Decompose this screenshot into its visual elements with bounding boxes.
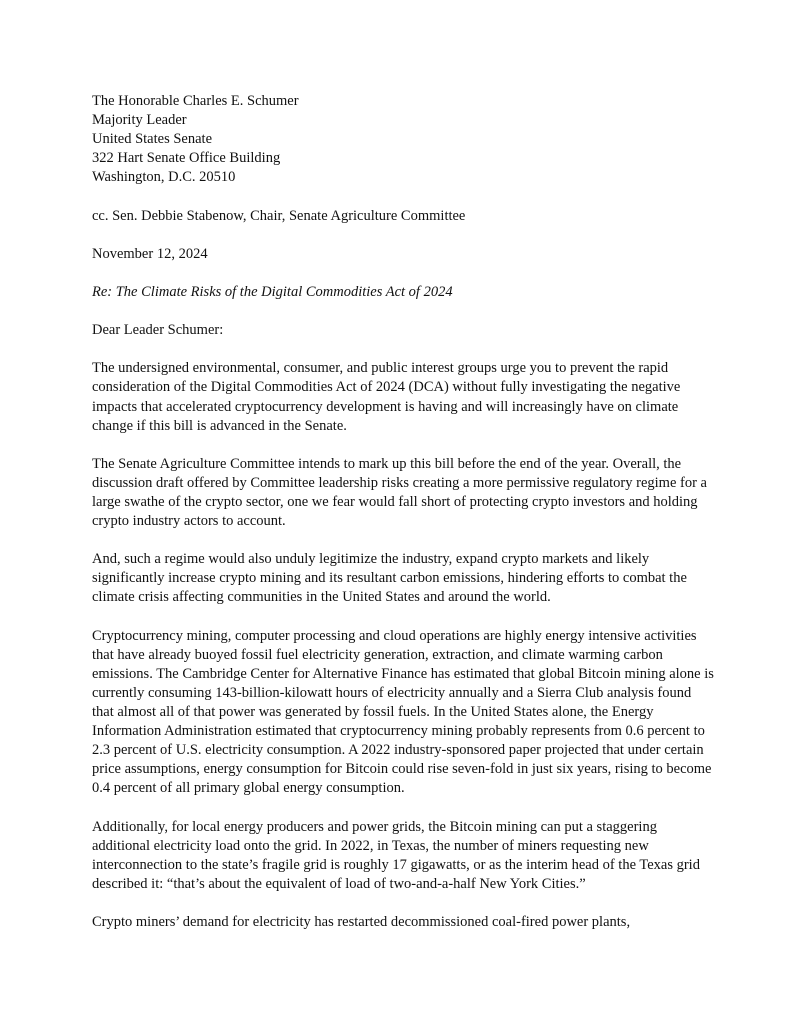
body-paragraph-regime: And, such a regime would also unduly legitimize the industry, expand crypto markets and likely significantly increase crypto mining and its resultant carbon emissions, hindering efforts to combat the climate crisis affecting communities in the United States and around the world. <box>92 551 687 606</box>
subject-line: Re: The Climate Risks of the Digital Commodities Act of 2024 <box>92 283 453 300</box>
recipient-name: The Honorable Charles E. Schumer <box>92 93 299 109</box>
body-paragraph-energy: Cryptocurrency mining, computer processing and cloud operations are highly energy intensive activities that have already buoyed fossil fuel electricity generation, extraction, and climate warming carbon emissions. The Cambridge Center for Alternative Finance has estimated that global Bitcoin mining alone is currently consuming 143-billion-kilowatt hours of electricity annually and a Sierra Club analysis found that almost all of that power was generated by fossil fuels. In the United States alone, the Energy Information Administration estimated that cryptocurrency mining probably represents from 0.6 percent to 2.3 percent of U.S. electricity consumption. A 2022 industry-sponsored paper projected that under certain price assumptions, energy consumption for Bitcoin could rise seven-fold in just six years, rising to become 0.4 percent of all primary global energy consumption. <box>92 627 714 797</box>
recipient-title: Majority Leader <box>92 112 187 129</box>
body-paragraph-coal: Crypto miners’ demand for electricity has restarted decommissioned coal-fired power plants, <box>92 914 631 931</box>
letter-date: November 12, 2024 <box>92 245 208 262</box>
recipient-city: Washington, D.C. 20510 <box>92 169 236 186</box>
recipient-street: 322 Hart Senate Office Building <box>92 150 281 167</box>
letter-body <box>92 92 714 951</box>
recipient-address <box>92 92 714 187</box>
body-paragraph-intro: The undersigned environmental, consumer, and public interest groups urge you to prevent the rapid consideration of the Digital Commodities Act of 2024 (DCA) without fully investigating the negative impacts that accelerated cryptocurrency development is having and will increasingly have on climate change if this bill is advanced in the Senate. <box>92 360 681 434</box>
recipient-organization: United States Senate <box>92 131 213 148</box>
cc-line: cc. Sen. Debbie Stabenow, Chair, Senate Agriculture Committee <box>92 207 466 224</box>
salutation: Dear Leader Schumer: <box>92 322 224 339</box>
body-paragraph-grid: Additionally, for local energy producers and power grids, the Bitcoin mining can put a staggering additional electricity load onto the grid. In 2022, in Texas, the number of miners requesting new interconnection to the state’s fragile grid is roughly 17 gigawatts, or as the interim head of the Texas grid described it: “that’s about the equivalent of load of two-and-a-half New York Cities.” <box>92 818 700 892</box>
body-paragraph-committee: The Senate Agriculture Committee intends to mark up this bill before the end of the year. Overall, the discussion draft offered by Committee leadership risks creating a more permissive regulatory regime for a large swathe of the crypto sector, one we fear would fall short of protecting crypto investors and holding crypto industry actors to account. <box>92 455 707 530</box>
